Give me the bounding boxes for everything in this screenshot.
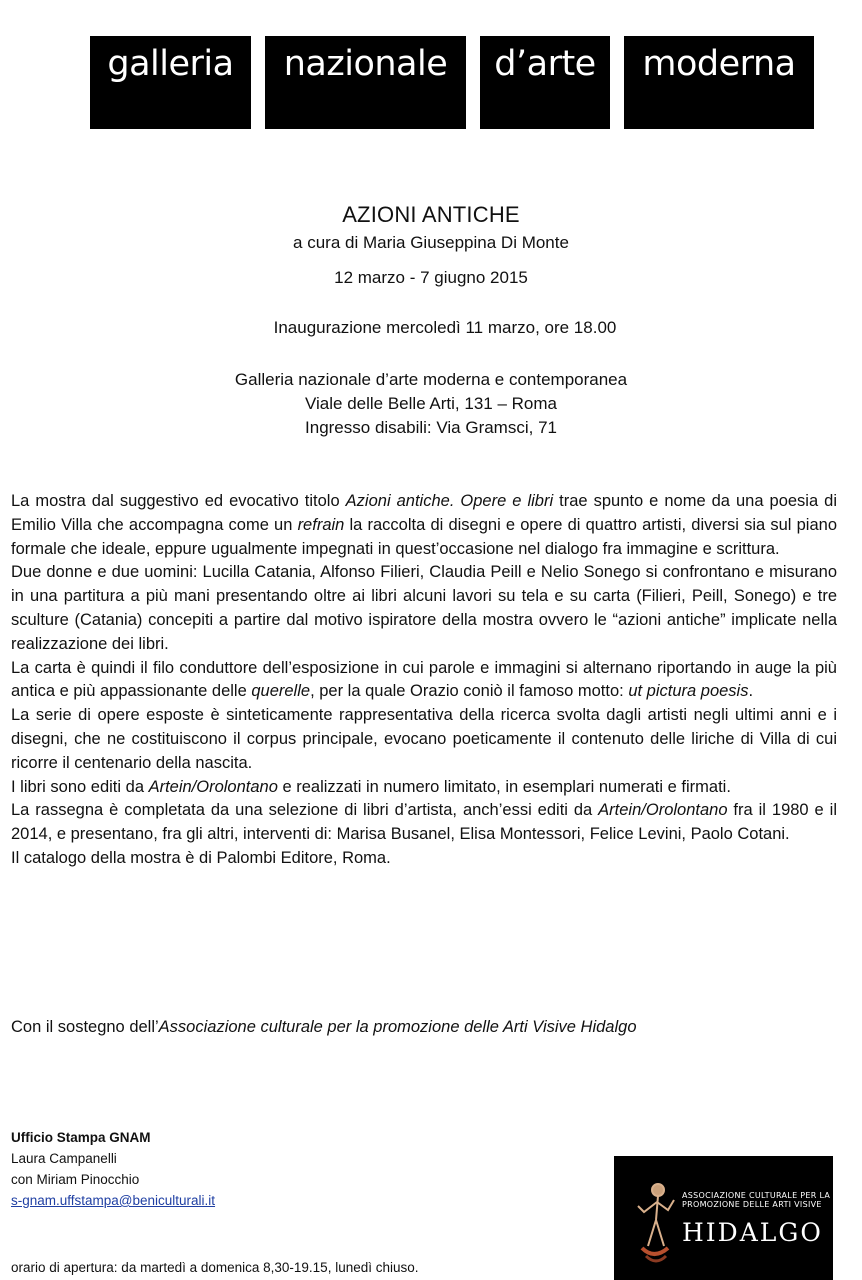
hidalgo-subtitle: ASSOCIAZIONE CULTURALE PER LA PROMOZIONE DELLE ARTI VISIVE [682, 1191, 831, 1209]
exhibition-title: AZIONI ANTICHE [342, 202, 520, 227]
press-email-link[interactable]: s-gnam.uffstampa@beniculturali.it [11, 1193, 216, 1208]
paragraph-6: La rassegna è completata da una selezione di libri d’artista, anch’essi editi da Artein/Orolontano fra il 1980 e il 2014, e presentano, fra gli altri, interventi di: Marisa Busanel, Elisa Montessori, Felice Levini, Paolo Cotani. [11, 801, 837, 844]
paragraph-4: La serie di opere esposte è sinteticamente rappresentativa della ricerca svolta dagli artisti negli ultimi anni e i disegni, che ne costituiscono il corpus principale, evocano poeticamente il contenuto delle liriche di Villa di cui ricorre il centenario della nascita. [11, 706, 837, 772]
press-office-heading: Ufficio Stampa GNAM [11, 1130, 151, 1145]
support-line: Con il sostegno dell’Associazione culturale per la promozione delle Arti Visive Hidalgo [11, 1018, 637, 1036]
paragraph-7: Il catalogo della mostra è di Palombi Editore, Roma. [11, 848, 391, 867]
press-contact-name: Laura Campanelli [11, 1151, 117, 1166]
logo-text: moderna [642, 44, 796, 84]
hidalgo-figure-icon [628, 1176, 680, 1270]
logo-word-nazionale [265, 36, 466, 129]
venue-accessible-entrance: Ingresso disabili: Via Gramsci, 71 [305, 418, 557, 437]
logo-text: nazionale [283, 44, 448, 84]
logo-word-arte [480, 36, 610, 129]
paragraph-5: I libri sono editi da Artein/Orolontano e realizzati in numero limitato, in esemplari numerati e firmati. [11, 777, 731, 796]
exhibition-dates: 12 marzo - 7 giugno 2015 [334, 268, 528, 287]
paragraph-3: La carta è quindi il filo conduttore dell’esposizione in cui parole e immagini si alternano riportando in auge la più antica e più appassionante delle querelle, per la quale Orazio coniò il famoso motto: ut pictura poesis. [11, 658, 837, 701]
opening-hours: orario di apertura: da martedì a domenica 8,30-19.15, lunedì chiuso. [11, 1260, 419, 1275]
logo-text: galleria [107, 44, 234, 84]
opening-line: Inaugurazione mercoledì 11 marzo, ore 18.00 [273, 318, 617, 337]
logo-word-galleria [90, 36, 251, 129]
paragraph-1: La mostra dal suggestivo ed evocativo titolo Azioni antiche. Opere e libri trae spunto e nome da una poesia di Emilio Villa che accompagna come un refrain la raccolta di disegni e opere di quattro artisti, diversi sia sul piano formale che ideale, eppure ugualmente impegnati in quest’occasione nel dialogo fra immagine e scrittura. [11, 492, 838, 558]
venue-block [0, 368, 862, 440]
hidalgo-name: HIDALGO [682, 1218, 823, 1247]
venue-name: Galleria nazionale d’arte moderna e contemporanea [234, 370, 628, 389]
press-office [11, 1127, 215, 1211]
press-release-body [11, 490, 837, 871]
logo-word-moderna [624, 36, 814, 129]
curator-line: a cura di Maria Giuseppina Di Monte [293, 233, 569, 252]
paragraph-2: Due donne e due uomini: Lucilla Catania, Alfonso Filieri, Claudia Peill e Nelio Sonego si confrontano e misurano in una partitura a più mani presentando oltre ai libri alcuni lavori su tela e su carta (Filieri, Peill, Sonego) e tre sculture (Catania) concepiti a partire dal motivo ispiratore della mostra ovvero le “azioni antiche” implicate nella realizzazione dei libri. [11, 563, 837, 653]
press-contact-with: con Miriam Pinocchio [11, 1172, 140, 1187]
venue-address: Viale delle Belle Arti, 131 – Roma [304, 394, 557, 413]
hidalgo-logo [614, 1156, 833, 1280]
logo-text: d’arte [494, 44, 596, 84]
